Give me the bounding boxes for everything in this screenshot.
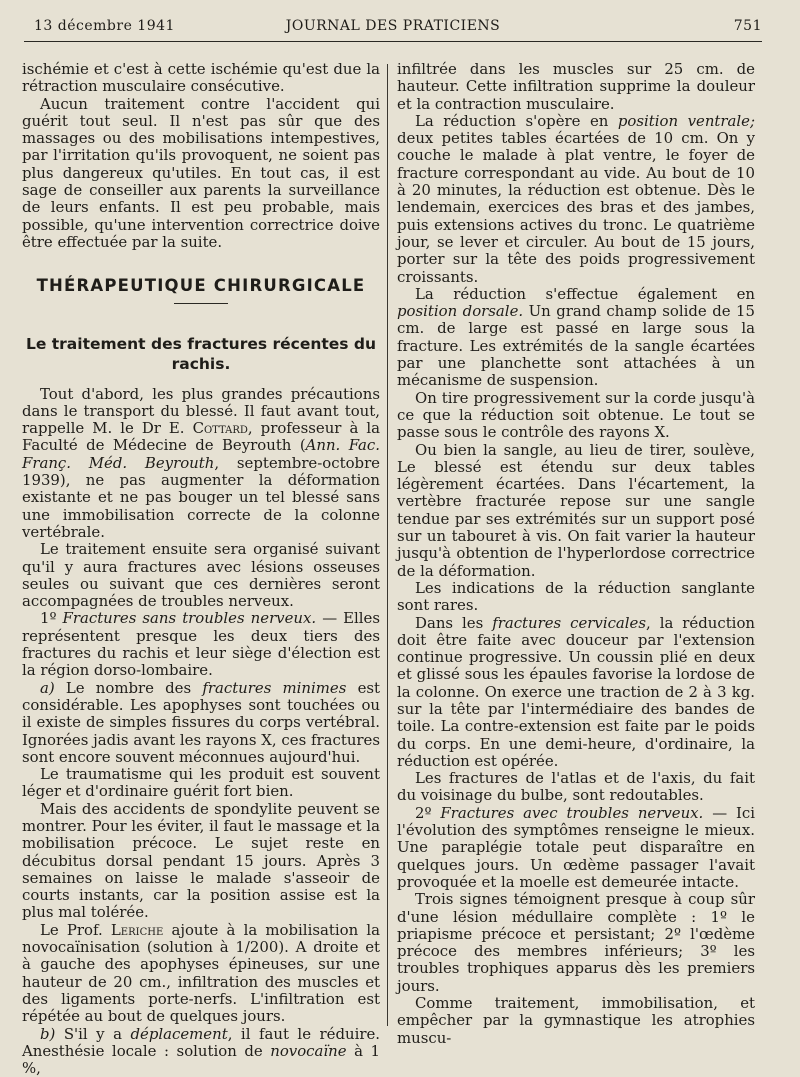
paragraph: Tout d'abord, les plus grandes précautions dans le transport du blessé. Il faut avant tout, rappelle M. le Dr E. Cottard, professeur à la Faculté de Médecine de Beyrouth (Ann. Fac. Franç. Méd. Beyrouth, septembre-octobre 1939), ne pas augmenter la déformation existante et ne pas bouger un tel blessé sans une immobilisation correcte de la colonne vertébrale. [22, 384, 381, 541]
paragraph: ischémie et c'est à cette ischémie qu'est due la rétraction musculaire consécutive. [22, 60, 380, 96]
paragraph: a) Le nombre des fractures minimes est considérable. Les apophyses sont touchées ou il existe de simples fissures du corps vertébral. Ignorées jadis avant les rayons X, ces fractures sont encore souvent méconnues aujourd'hui. [22, 678, 381, 766]
paragraph: Le traitement ensuite sera organisé suivant qu'il y aura fractures avec lésions osseuses seules ou suivant que ces dernières seront accompagnées de troubles nerveux. [22, 540, 380, 611]
running-header [24, 18, 762, 38]
subheading: Fractures avec troubles nerveux. [440, 803, 704, 822]
journal-title: JOURNAL DES PRATICIENS [285, 18, 501, 34]
paragraph: Le traumatisme qui les produit est souvent léger et d'ordinaire guérit fort bien. [22, 765, 380, 801]
paragraph: 2º Fractures avec troubles nerveux. — Ici l'évolution des symptômes renseigne le mieux. Une paraplégie totale peut disparaître en quelques jours. Un œdème passager l'avait provoquée et la moelle est demeurée intacte. [397, 803, 756, 891]
section-rule [174, 303, 228, 304]
paragraph: infiltrée dans les muscles sur 25 cm. de hauteur. Cette infiltration supprime la douleur et la contraction musculaire. [397, 60, 755, 113]
paragraph: b) S'il y a déplacement, il faut le réduire. Anesthésie locale : solution de novocaïne à 1 %, [22, 1024, 380, 1077]
section-title: THÉRAPEUTIQUE CHIRURGICALE [36, 276, 366, 296]
page-number: 751 [733, 18, 762, 34]
article-title: Le traitement des fractures récentes du rachis. [25, 334, 377, 373]
header-rule [24, 41, 762, 42]
left-column [22, 61, 380, 1077]
paragraph: Comme traitement, immobilisation, et empêcher par la gymnastique les atrophies muscu- [397, 994, 755, 1047]
column-divider [387, 64, 388, 1026]
paragraph: Ou bien la sangle, au lieu de tirer, soulève, Le blessé est étendu sur deux tables légèrement écartées. Dans l'écartement, la vertèbre fracturée repose sur une sangle tendue par ses extrémités sur un support posé sur un tabouret à vis. On fait varier la hauteur jusqu'à obtention de l'hyperlordose correctrice de la déformation. [397, 440, 755, 580]
paragraph: Aucun traitement contre l'accident qui guérit tout seul. Il n'est pas sûr que des massages ou des mobilisations intempestives, par l'irritation qu'ils provoquent, ne soient pas plus dangereux qu'utiles. En tout cas, il est sage de conseiller aux parents la surveillance de leurs enfants. Il est peu probable, mais possible, qu'une intervention correctrice doive être effectuée par la suite. [22, 94, 380, 251]
paragraph: On tire progressivement sur la corde jusqu'à ce que la réduction soit obtenue. Le tout se passe sous le contrôle des rayons X. [397, 388, 755, 442]
subheading: Fractures sans troubles nerveux. [62, 609, 317, 628]
paragraph: La réduction s'opère en position ventrale; deux petites tables écartées de 10 cm. On y couche le malade à plat ventre, le foyer de fracture correspondant au vide. Au bout de 10 à 20 minutes, la réduction est obtenue. Dès le lendemain, exercices des bras et des jambes, puis extensions actives du tronc. Le quatrième jour, se lever et circuler. Au bout de 15 jours, porter sur la tête des poids progressivement croissants. [397, 111, 755, 286]
author-name: Leriche [110, 920, 164, 939]
right-column [397, 61, 755, 1047]
paragraph: Le Prof. Leriche ajoute à la mobilisation la novocaïnisation (solution à 1/200). A droite et à gauche des apophyses épineuses, sur une hauteur de 20 cm., infiltration des muscles et des ligaments porte-nerfs. L'infiltration est répétée au bout de quelques jours. [22, 920, 380, 1026]
paragraph: Les fractures de l'atlas et de l'axis, du fait du voisinage du bulbe, sont redoutables. [397, 769, 755, 805]
paragraph: Trois signes témoignent presque à coup sûr d'une lésion médullaire complète : 1º le priapisme précoce et persistant; 2º l'œdème précoce des membres inférieurs; 3º les troubles trophiques apparus dès les premiers jours. [397, 890, 755, 995]
paragraph: Mais des accidents de spondylite peuvent se montrer. Pour les éviter, il faut le massage et la mobilisation précoce. Le sujet reste en décubitus dorsal pendant 15 jours. Après 3 semaines on laisse le malade s'asseoir de courts instants, car la position assise est la plus mal tolérée. [22, 799, 380, 922]
paragraph: La réduction s'effectue également en position dorsale. Un grand champ solide de 15 cm. de large est passé en large sous la fracture. Les extrémités de la sangle écartées par une planchette sont attachées à un mécanisme de suspension. [397, 284, 755, 390]
paragraph: 1º Fractures sans troubles nerveux. — Elles représentent presque les deux tiers des fractures du rachis et leur siège d'élection est la région dorso-lombaire. [22, 609, 380, 680]
header-date: 13 décembre 1941 [34, 18, 175, 34]
author-name: Cottard [192, 419, 248, 438]
paragraph: Les indications de la réduction sanglante sont rares. [397, 578, 755, 615]
citation: Ann. Fac. Franç. Méd. Beyrouth [22, 436, 380, 472]
paragraph: Dans les fractures cervicales, la réduction doit être faite avec douceur par l'extension continue progressive. Un coussin plié en deux et glissé sous les épaules favorise la lordose de la colonne. On exerce une traction de 2 à 3 kg. sur la tête par l'intermédiaire des bandes de toile. La contre-extension est faite par le poids du corps. En une demi-heure, d'ordinaire, la réduction est opérée. [397, 613, 755, 770]
